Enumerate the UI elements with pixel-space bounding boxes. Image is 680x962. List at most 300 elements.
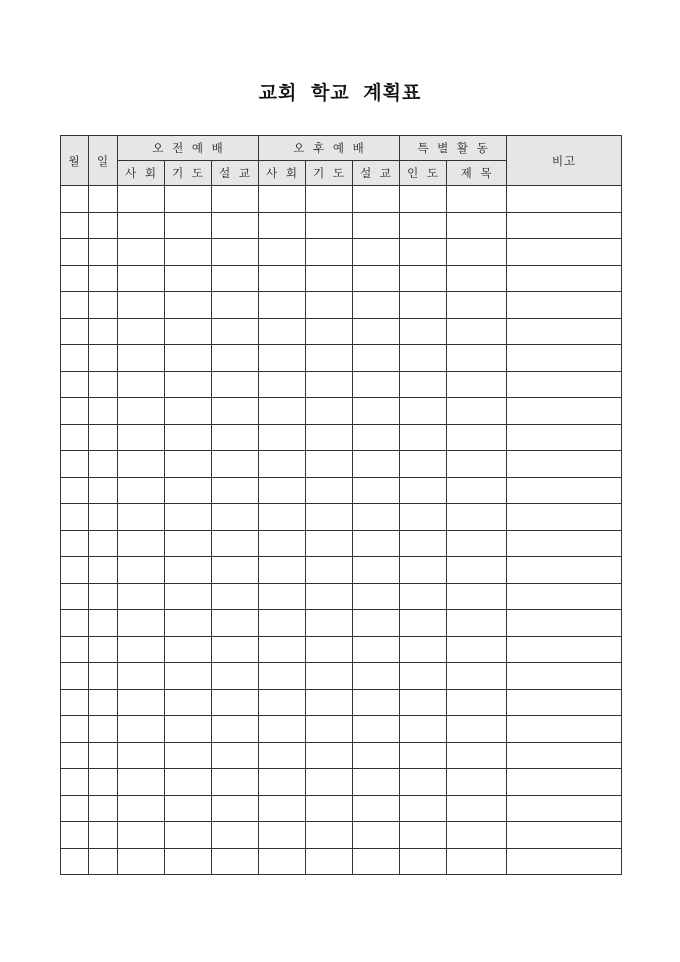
table-cell[interactable] (89, 318, 118, 345)
table-cell[interactable] (447, 424, 507, 451)
table-cell[interactable] (400, 769, 447, 796)
table-cell[interactable] (353, 583, 400, 610)
table-cell[interactable] (212, 716, 259, 743)
table-cell[interactable] (165, 292, 212, 319)
table-cell[interactable] (118, 371, 165, 398)
table-cell[interactable] (61, 848, 89, 875)
table-cell[interactable] (165, 663, 212, 690)
table-cell[interactable] (118, 795, 165, 822)
table-cell[interactable] (353, 292, 400, 319)
table-cell[interactable] (165, 371, 212, 398)
table-cell[interactable] (353, 318, 400, 345)
table-cell[interactable] (165, 530, 212, 557)
table-cell[interactable] (259, 398, 306, 425)
table-cell[interactable] (118, 318, 165, 345)
table-cell[interactable] (400, 716, 447, 743)
table-cell[interactable] (212, 689, 259, 716)
table-cell[interactable] (353, 663, 400, 690)
table-cell[interactable] (400, 742, 447, 769)
table-cell[interactable] (400, 345, 447, 372)
table-cell[interactable] (212, 822, 259, 849)
table-cell[interactable] (61, 212, 89, 239)
morning-service-header: 오 전 예 배 (118, 136, 259, 161)
table-cell[interactable] (118, 848, 165, 875)
table-cell[interactable] (165, 557, 212, 584)
table-cell[interactable] (259, 689, 306, 716)
table-cell[interactable] (447, 716, 507, 743)
table-cell[interactable] (212, 451, 259, 478)
table-cell[interactable] (212, 795, 259, 822)
table-cell[interactable] (259, 292, 306, 319)
table-cell[interactable] (507, 186, 622, 213)
morning-sermon-header: 설 교 (212, 161, 259, 186)
table-cell[interactable] (118, 822, 165, 849)
table-cell[interactable] (507, 583, 622, 610)
table-cell[interactable] (306, 398, 353, 425)
table-cell[interactable] (306, 371, 353, 398)
table-cell[interactable] (61, 822, 89, 849)
table-cell[interactable] (353, 769, 400, 796)
table-cell[interactable] (447, 212, 507, 239)
table-cell[interactable] (165, 848, 212, 875)
table-cell[interactable] (259, 769, 306, 796)
table-cell[interactable] (507, 292, 622, 319)
table-cell[interactable] (447, 848, 507, 875)
table-row (61, 822, 622, 849)
table-cell[interactable] (353, 557, 400, 584)
table-cell[interactable] (61, 795, 89, 822)
table-cell[interactable] (118, 530, 165, 557)
table-cell[interactable] (118, 636, 165, 663)
table-cell[interactable] (89, 239, 118, 266)
table-cell[interactable] (212, 583, 259, 610)
table-cell[interactable] (507, 265, 622, 292)
table-cell[interactable] (353, 212, 400, 239)
table-cell[interactable] (507, 424, 622, 451)
table-cell[interactable] (89, 265, 118, 292)
table-cell[interactable] (61, 292, 89, 319)
table-cell[interactable] (306, 848, 353, 875)
table-cell[interactable] (165, 345, 212, 372)
table-cell[interactable] (447, 318, 507, 345)
table-cell[interactable] (306, 424, 353, 451)
table-cell[interactable] (447, 689, 507, 716)
table-cell[interactable] (61, 398, 89, 425)
table-cell[interactable] (400, 504, 447, 531)
afternoon-prayer-header: 기 도 (306, 161, 353, 186)
table-cell[interactable] (447, 583, 507, 610)
table-cell[interactable] (353, 822, 400, 849)
table-cell[interactable] (259, 557, 306, 584)
table-cell[interactable] (212, 318, 259, 345)
table-cell[interactable] (212, 504, 259, 531)
table-cell[interactable] (61, 451, 89, 478)
table-cell[interactable] (212, 371, 259, 398)
table-cell[interactable] (89, 636, 118, 663)
table-cell[interactable] (61, 557, 89, 584)
table-cell[interactable] (306, 477, 353, 504)
special-activity-header: 특 별 활 동 (400, 136, 507, 161)
table-cell[interactable] (61, 769, 89, 796)
table-cell[interactable] (306, 212, 353, 239)
table-cell[interactable] (165, 318, 212, 345)
table-cell[interactable] (447, 477, 507, 504)
table-cell[interactable] (89, 689, 118, 716)
table-cell[interactable] (259, 663, 306, 690)
table-cell[interactable] (306, 318, 353, 345)
table-cell[interactable] (259, 848, 306, 875)
table-cell[interactable] (118, 212, 165, 239)
table-cell[interactable] (61, 742, 89, 769)
table-cell[interactable] (118, 265, 165, 292)
table-cell[interactable] (306, 583, 353, 610)
table-cell[interactable] (89, 822, 118, 849)
table-cell[interactable] (447, 371, 507, 398)
table-cell[interactable] (447, 663, 507, 690)
table-cell[interactable] (507, 451, 622, 478)
table-cell[interactable] (259, 636, 306, 663)
table-cell[interactable] (212, 636, 259, 663)
table-cell[interactable] (61, 636, 89, 663)
table-cell[interactable] (165, 716, 212, 743)
table-cell[interactable] (165, 451, 212, 478)
table-cell[interactable] (61, 477, 89, 504)
table-cell[interactable] (400, 424, 447, 451)
table-cell[interactable] (89, 371, 118, 398)
table-row (61, 663, 622, 690)
table-cell[interactable] (353, 742, 400, 769)
table-cell[interactable] (118, 424, 165, 451)
table-cell[interactable] (507, 822, 622, 849)
table-cell[interactable] (61, 504, 89, 531)
table-cell[interactable] (447, 292, 507, 319)
table-cell[interactable] (212, 530, 259, 557)
table-cell[interactable] (306, 716, 353, 743)
table-cell[interactable] (89, 610, 118, 637)
table-cell[interactable] (507, 795, 622, 822)
table-cell[interactable] (165, 822, 212, 849)
table-cell[interactable] (118, 769, 165, 796)
table-cell[interactable] (89, 345, 118, 372)
table-cell[interactable] (165, 186, 212, 213)
table-cell[interactable] (212, 345, 259, 372)
table-cell[interactable] (259, 795, 306, 822)
table-cell[interactable] (259, 265, 306, 292)
table-cell[interactable] (507, 504, 622, 531)
table-cell[interactable] (400, 848, 447, 875)
table-cell[interactable] (259, 822, 306, 849)
table-cell[interactable] (89, 398, 118, 425)
table-cell[interactable] (507, 345, 622, 372)
table-cell[interactable] (353, 451, 400, 478)
table-cell[interactable] (507, 398, 622, 425)
table-cell[interactable] (447, 186, 507, 213)
table-cell[interactable] (118, 689, 165, 716)
table-cell[interactable] (507, 610, 622, 637)
table-cell[interactable] (400, 636, 447, 663)
table-cell[interactable] (212, 265, 259, 292)
table-cell[interactable] (212, 663, 259, 690)
table-cell[interactable] (259, 504, 306, 531)
table-cell[interactable] (89, 742, 118, 769)
table-cell[interactable] (165, 265, 212, 292)
table-cell[interactable] (212, 186, 259, 213)
table-cell[interactable] (259, 716, 306, 743)
table-cell[interactable] (212, 769, 259, 796)
table-cell[interactable] (61, 371, 89, 398)
table-cell[interactable] (447, 451, 507, 478)
table-cell[interactable] (306, 557, 353, 584)
table-cell[interactable] (306, 504, 353, 531)
table-cell[interactable] (507, 689, 622, 716)
table-cell[interactable] (61, 689, 89, 716)
table-cell[interactable] (306, 345, 353, 372)
table-cell[interactable] (61, 239, 89, 266)
table-cell[interactable] (212, 292, 259, 319)
table-cell[interactable] (259, 371, 306, 398)
table-cell[interactable] (400, 689, 447, 716)
table-cell[interactable] (89, 292, 118, 319)
table-cell[interactable] (306, 822, 353, 849)
table-cell[interactable] (165, 477, 212, 504)
table-cell[interactable] (165, 636, 212, 663)
table-cell[interactable] (400, 265, 447, 292)
table-row (61, 345, 622, 372)
table-cell[interactable] (212, 610, 259, 637)
table-cell[interactable] (353, 689, 400, 716)
table-cell[interactable] (447, 239, 507, 266)
table-cell[interactable] (400, 318, 447, 345)
table-cell[interactable] (165, 424, 212, 451)
table-cell[interactable] (400, 610, 447, 637)
table-cell[interactable] (118, 292, 165, 319)
table-cell[interactable] (89, 663, 118, 690)
table-cell[interactable] (259, 239, 306, 266)
table-cell[interactable] (400, 822, 447, 849)
table-cell[interactable] (400, 239, 447, 266)
table-cell[interactable] (447, 822, 507, 849)
table-cell[interactable] (400, 292, 447, 319)
table-cell[interactable] (118, 186, 165, 213)
table-cell[interactable] (118, 451, 165, 478)
table-cell[interactable] (61, 186, 89, 213)
table-cell[interactable] (259, 212, 306, 239)
table-cell[interactable] (447, 530, 507, 557)
table-cell[interactable] (507, 371, 622, 398)
table-cell[interactable] (306, 186, 353, 213)
table-cell[interactable] (165, 583, 212, 610)
table-cell[interactable] (400, 583, 447, 610)
table-cell[interactable] (89, 451, 118, 478)
table-cell[interactable] (118, 742, 165, 769)
table-cell[interactable] (447, 742, 507, 769)
table-cell[interactable] (259, 742, 306, 769)
table-cell[interactable] (259, 318, 306, 345)
special-leader-header: 인 도 (400, 161, 447, 186)
table-cell[interactable] (61, 345, 89, 372)
table-cell[interactable] (212, 477, 259, 504)
table-cell[interactable] (165, 239, 212, 266)
table-cell[interactable] (61, 265, 89, 292)
table-row (61, 557, 622, 584)
table-cell[interactable] (507, 636, 622, 663)
table-cell[interactable] (447, 610, 507, 637)
table-cell[interactable] (507, 742, 622, 769)
afternoon-host-header: 사 회 (259, 161, 306, 186)
table-cell[interactable] (118, 504, 165, 531)
table-cell[interactable] (306, 663, 353, 690)
table-cell[interactable] (89, 530, 118, 557)
table-cell[interactable] (507, 212, 622, 239)
table-cell[interactable] (118, 345, 165, 372)
table-cell[interactable] (353, 239, 400, 266)
page-title: 교회 학교 계획표 (258, 82, 422, 104)
table-cell[interactable] (89, 795, 118, 822)
table-cell[interactable] (212, 398, 259, 425)
table-cell[interactable] (306, 530, 353, 557)
table-cell[interactable] (507, 716, 622, 743)
table-cell[interactable] (447, 795, 507, 822)
table-cell[interactable] (400, 530, 447, 557)
table-cell[interactable] (259, 610, 306, 637)
table-cell[interactable] (165, 504, 212, 531)
table-cell[interactable] (400, 663, 447, 690)
table-cell[interactable] (353, 530, 400, 557)
table-cell[interactable] (306, 610, 353, 637)
table-cell[interactable] (353, 398, 400, 425)
table-cell[interactable] (61, 663, 89, 690)
table-cell[interactable] (118, 663, 165, 690)
table-cell[interactable] (353, 345, 400, 372)
table-cell[interactable] (353, 265, 400, 292)
table-cell[interactable] (507, 557, 622, 584)
table-cell[interactable] (61, 530, 89, 557)
table-cell[interactable] (353, 610, 400, 637)
table-cell[interactable] (165, 769, 212, 796)
table-cell[interactable] (353, 477, 400, 504)
table-cell[interactable] (89, 716, 118, 743)
table-cell[interactable] (259, 345, 306, 372)
table-cell[interactable] (259, 451, 306, 478)
table-cell[interactable] (447, 504, 507, 531)
table-cell[interactable] (259, 477, 306, 504)
table-cell[interactable] (118, 477, 165, 504)
table-cell[interactable] (353, 636, 400, 663)
table-cell[interactable] (118, 557, 165, 584)
table-cell[interactable] (61, 318, 89, 345)
table-cell[interactable] (212, 212, 259, 239)
table-cell[interactable] (118, 716, 165, 743)
table-cell[interactable] (400, 186, 447, 213)
table-cell[interactable] (165, 742, 212, 769)
table-cell[interactable] (61, 610, 89, 637)
table-cell[interactable] (89, 583, 118, 610)
table-cell[interactable] (353, 504, 400, 531)
table-cell[interactable] (507, 769, 622, 796)
table-cell[interactable] (507, 318, 622, 345)
table-cell[interactable] (89, 212, 118, 239)
table-cell[interactable] (118, 583, 165, 610)
table-cell[interactable] (212, 557, 259, 584)
table-cell[interactable] (507, 848, 622, 875)
table-row (61, 239, 622, 266)
table-cell[interactable] (353, 371, 400, 398)
table-cell[interactable] (447, 769, 507, 796)
table-cell[interactable] (353, 424, 400, 451)
table-cell[interactable] (353, 186, 400, 213)
table-cell[interactable] (353, 848, 400, 875)
table-cell[interactable] (89, 477, 118, 504)
table-cell[interactable] (447, 636, 507, 663)
table-cell[interactable] (165, 610, 212, 637)
table-cell[interactable] (89, 504, 118, 531)
table-cell[interactable] (165, 795, 212, 822)
table-cell[interactable] (89, 557, 118, 584)
table-cell[interactable] (61, 424, 89, 451)
table-cell[interactable] (306, 239, 353, 266)
table-cell[interactable] (400, 477, 447, 504)
table-cell[interactable] (89, 186, 118, 213)
table-cell[interactable] (507, 239, 622, 266)
table-cell[interactable] (306, 265, 353, 292)
table-cell[interactable] (165, 212, 212, 239)
table-cell[interactable] (212, 424, 259, 451)
table-cell[interactable] (165, 689, 212, 716)
table-cell[interactable] (259, 424, 306, 451)
table-cell[interactable] (306, 742, 353, 769)
table-cell[interactable] (61, 583, 89, 610)
table-cell[interactable] (306, 451, 353, 478)
table-cell[interactable] (118, 610, 165, 637)
table-cell[interactable] (306, 636, 353, 663)
table-cell[interactable] (400, 451, 447, 478)
table-cell[interactable] (118, 398, 165, 425)
table-cell[interactable] (306, 689, 353, 716)
table-cell[interactable] (61, 716, 89, 743)
table-cell[interactable] (400, 557, 447, 584)
table-cell[interactable] (212, 742, 259, 769)
table-cell[interactable] (400, 371, 447, 398)
table-cell[interactable] (212, 848, 259, 875)
table-cell[interactable] (507, 663, 622, 690)
table-cell[interactable] (306, 769, 353, 796)
table-cell[interactable] (89, 424, 118, 451)
table-cell[interactable] (259, 530, 306, 557)
table-cell[interactable] (507, 477, 622, 504)
table-cell[interactable] (447, 345, 507, 372)
table-cell[interactable] (259, 186, 306, 213)
table-cell[interactable] (259, 583, 306, 610)
table-cell[interactable] (306, 795, 353, 822)
table-cell[interactable] (353, 716, 400, 743)
table-cell[interactable] (447, 398, 507, 425)
table-cell[interactable] (507, 530, 622, 557)
table-cell[interactable] (353, 795, 400, 822)
table-cell[interactable] (400, 398, 447, 425)
table-cell[interactable] (447, 557, 507, 584)
table-cell[interactable] (400, 212, 447, 239)
table-cell[interactable] (447, 265, 507, 292)
table-cell[interactable] (212, 239, 259, 266)
table-row (61, 186, 622, 213)
table-cell[interactable] (89, 848, 118, 875)
table-cell[interactable] (89, 769, 118, 796)
table-cell[interactable] (306, 292, 353, 319)
table-row (61, 610, 622, 637)
table-cell[interactable] (400, 795, 447, 822)
table-cell[interactable] (165, 398, 212, 425)
table-cell[interactable] (118, 239, 165, 266)
